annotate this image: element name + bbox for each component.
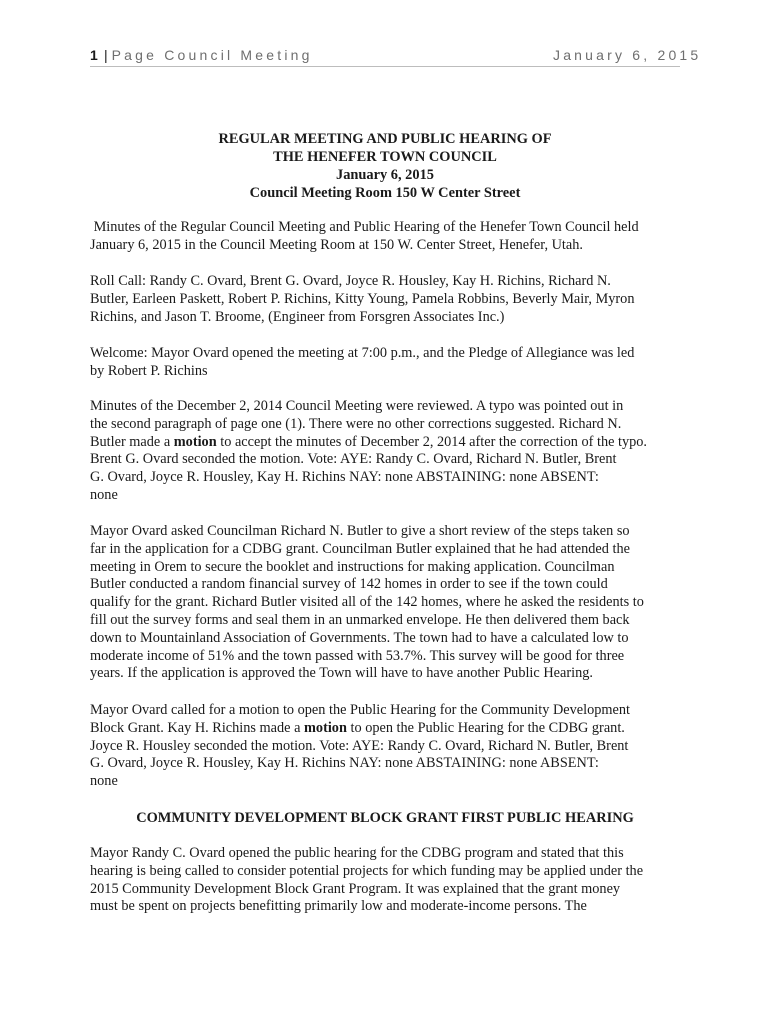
paragraph-line: none: [90, 773, 118, 790]
paragraph-line: must be spent on projects benefitting primarily low and moderate-income persons. The: [90, 898, 587, 915]
paragraph-line: Richins, and Jason T. Broome, (Engineer from Forsgren Associates Inc.): [90, 308, 505, 325]
page-header: [90, 44, 702, 67]
paragraph-line: Mayor Randy C. Ovard opened the public hearing for the CDBG program and stated that this: [90, 845, 624, 861]
paragraph-line: Mayor Ovard called for a motion to open the Public Hearing for the Community Development: [90, 702, 630, 718]
paragraph-line: Joyce R. Housley seconded the motion. Vote: AYE: Randy C. Ovard, Richard N. Butler, Brent: [90, 737, 629, 754]
header-left: [90, 47, 313, 63]
section-heading: COMMUNITY DEVELOPMENT BLOCK GRANT FIRST PUBLIC HEARING: [136, 810, 634, 826]
paragraph-line: [90, 720, 682, 738]
title-line-3: January 6, 2015: [336, 167, 434, 183]
header-separator: |: [104, 47, 108, 63]
roll-call-paragraph: [90, 273, 682, 326]
paragraph-line: Welcome: Mayor Ovard opened the meeting at 7:00 p.m., and the Pledge of Allegiance was led: [90, 345, 635, 361]
paragraph-line: [90, 434, 682, 452]
paragraph-line: years. If the application is approved the Town will have to have another Public Hearing.: [90, 665, 593, 682]
paragraph-line: 2015 Community Development Block Grant Program. It was explained that the grant money: [90, 880, 621, 897]
paragraph-line: down to Mountainland Association of Governments. The town had to have a calculated low to: [90, 629, 629, 646]
open-hearing-motion-paragraph: [90, 702, 682, 791]
paragraph-line: Roll Call: Randy C. Ovard, Brent G. Ovard, Joyce R. Housley, Kay H. Richins, Richard N.: [90, 273, 611, 289]
title-line-4: Council Meeting Room 150 W Center Street: [249, 185, 521, 201]
paragraph-line: none: [90, 486, 118, 503]
header-date: January 6, 2015: [553, 47, 702, 63]
page-number: 1: [90, 47, 101, 63]
paragraph-line: Minutes of the Regular Council Meeting and Public Hearing of the Henefer Town Council held: [90, 219, 639, 235]
paragraph-line: by Robert P. Richins: [90, 362, 208, 379]
text-run: Block Grant. Kay H. Richins made a: [90, 719, 305, 736]
paragraph-line: Brent G. Ovard seconded the motion. Vote: AYE: Randy C. Ovard, Richard N. Butler, Brent: [90, 451, 617, 468]
paragraph-line: January 6, 2015 in the Council Meeting Room at 150 W. Center Street, Henefer, Utah.: [90, 236, 583, 253]
public-hearing-paragraph: [90, 845, 682, 916]
welcome-paragraph: [90, 345, 682, 381]
paragraph-line: Mayor Ovard asked Councilman Richard N. Butler to give a short review of the steps taken so: [90, 523, 630, 539]
text-run: Butler made a: [90, 433, 174, 450]
motion-keyword: motion: [304, 719, 347, 736]
title-line-1: REGULAR MEETING AND PUBLIC HEARING OF: [218, 131, 552, 147]
paragraph-line: Minutes of the December 2, 2014 Council Meeting were reviewed. A typo was pointed out in: [90, 398, 624, 414]
header-title: Page Council Meeting: [111, 47, 313, 63]
paragraph-line: G. Ovard, Joyce R. Housley, Kay H. Richins NAY: none ABSTAINING: none ABSENT:: [90, 469, 599, 486]
motion-keyword: motion: [173, 433, 217, 450]
intro-paragraph: [90, 219, 682, 255]
title-line-2: THE HENEFER TOWN COUNCIL: [273, 149, 497, 165]
paragraph-line: fill out the survey forms and seal them in an unmarked envelope. He then delivered them back: [90, 611, 630, 628]
paragraph-line: Butler, Earleen Paskett, Robert P. Richins, Kitty Young, Pamela Robbins, Beverly Mair, Myron: [90, 290, 635, 307]
paragraph-line: far in the application for a CDBG grant. Councilman Butler explained that he had attended the: [90, 540, 630, 557]
document-title: [90, 130, 680, 202]
text-run: to open the Public Hearing for the CDBG grant.: [346, 719, 625, 736]
paragraph-line: meeting in Orem to secure the booklet and instructions for making application. Councilman: [90, 558, 615, 575]
paragraph-line: qualify for the grant. Richard Butler visited all of the 142 homes, where he asked the residents to: [90, 594, 644, 611]
minutes-review-paragraph: [90, 398, 682, 505]
text-run: to accept the minutes of December 2, 2014 after the correction of the typo.: [216, 433, 648, 450]
cdbg-review-paragraph: [90, 523, 682, 683]
paragraph-line: hearing is being called to consider potential projects for which funding may be applied under the: [90, 862, 644, 879]
paragraph-line: Butler conducted a random financial survey of 142 homes in order to see if the town could: [90, 576, 608, 593]
paragraph-line: the second paragraph of page one (1). There were no other corrections suggested. Richard N.: [90, 415, 622, 432]
paragraph-line: moderate income of 51% and the town passed with 53.7%. This survey will be good for three: [90, 647, 625, 664]
paragraph-line: G. Ovard, Joyce R. Housley, Kay H. Richins NAY: none ABSTAINING: none ABSENT:: [90, 755, 599, 772]
